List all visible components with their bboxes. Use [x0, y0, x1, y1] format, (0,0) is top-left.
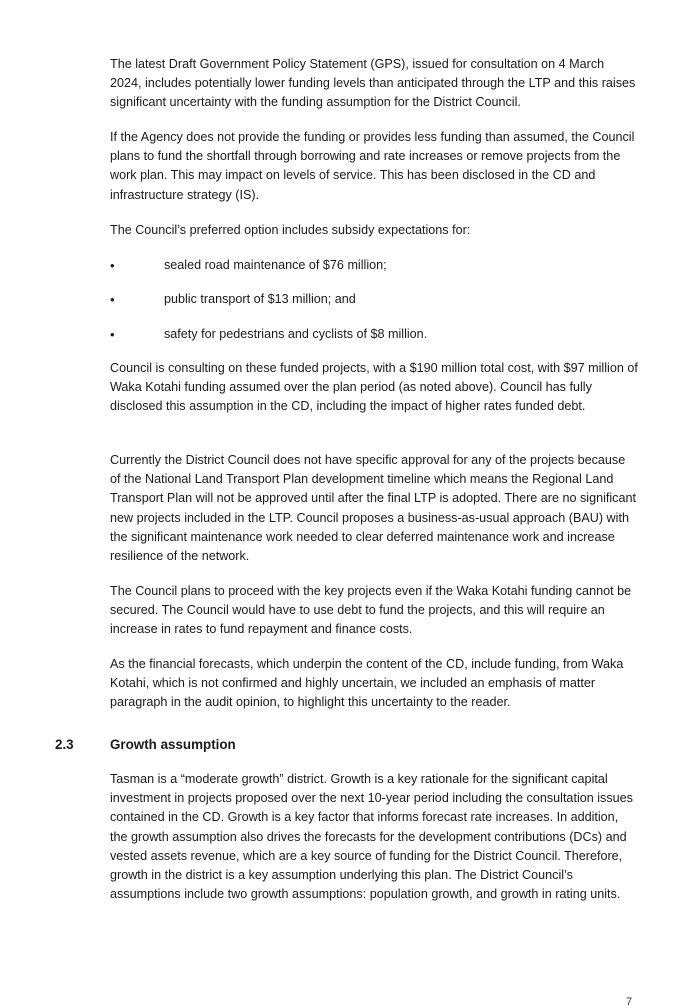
- paragraph-subsidy-intro: The Council’s preferred option includes subsidy expectations for:: [110, 223, 471, 237]
- bullet-marker: •: [110, 327, 115, 342]
- paragraph-funded-projects: Council is consulting on these funded projects, with a $190 million total cost, with $97 million of Waka Kotahi funding assumed over the plan period (as noted above). Council has fully disclosed this assumption in the CD, including the impact of higher rates funded debt.: [110, 361, 638, 414]
- bullet-text: safety for pedestrians and cyclists of $8 million.: [164, 327, 428, 341]
- paragraph-gps-funding: The latest Draft Government Policy Statement (GPS), issued for consultation on 4 March 2024, includes potentially lower funding levels than anticipated through the LTP and this raises significant uncertainty with the funding assumption for the District Council.: [110, 57, 636, 110]
- paragraph-funding-shortfall: If the Agency does not provide the funding or provides less funding than assumed, the Council plans to fund the shortfall through borrowing and rate increases or remove projects from the work plan. This may impact on levels of service. This has been disclosed in the CD and infrastructure strategy (IS).: [110, 130, 635, 202]
- paragraph-growth-assumption: Tasman is a “moderate growth” district. Growth is a key rationale for the significant capital investment in projects proposed over the next 10-year period including the consultation issues contained in the CD. Growth is a key factor that informs forecast rate increases. In addition, the growth assumption also drives the forecasts for the development contributions (DCs) and vested assets revenue, which are a key source of funding for the District Council. Therefore, growth in the district is a key assumption underlying this plan. The District Council’s assumptions include two growth assumptions: population growth, and growth in rating units.: [110, 772, 633, 902]
- paragraph-proceed-projects: The Council plans to proceed with the key projects even if the Waka Kotahi funding cannot be secured. The Council would have to use debt to fund the projects, and this will require an increase in rates to fund repayment and finance costs.: [110, 584, 632, 637]
- paragraph-emphasis-of-matter: As the financial forecasts, which underpin the content of the CD, include funding, from Waka Kotahi, which is not confirmed and highly uncertain, we included an emphasis of matter paragraph in the audit opinion, to highlight this uncertainty to the reader.: [110, 657, 624, 710]
- page-number: 7: [626, 996, 633, 1008]
- bullet-text: public transport of $13 million; and: [164, 292, 356, 306]
- bullet-text: sealed road maintenance of $76 million;: [164, 258, 387, 272]
- bullet-marker: •: [110, 292, 115, 307]
- paragraph-approval-status: Currently the District Council does not have specific approval for any of the projects because of the National Land Transport Plan development timeline which means the Regional Land Transport Plan will not be approved until after the final LTP is adopted. There are no significant new projects included in the LTP. Council proposes a business-as-usual approach (BAU) with the significant maintenance work needed to clear deferred maintenance work and increase resilience of the network.: [110, 453, 636, 564]
- section-heading: Growth assumption: [110, 737, 236, 752]
- section-number: 2.3: [55, 737, 74, 752]
- bullet-marker: •: [110, 258, 115, 273]
